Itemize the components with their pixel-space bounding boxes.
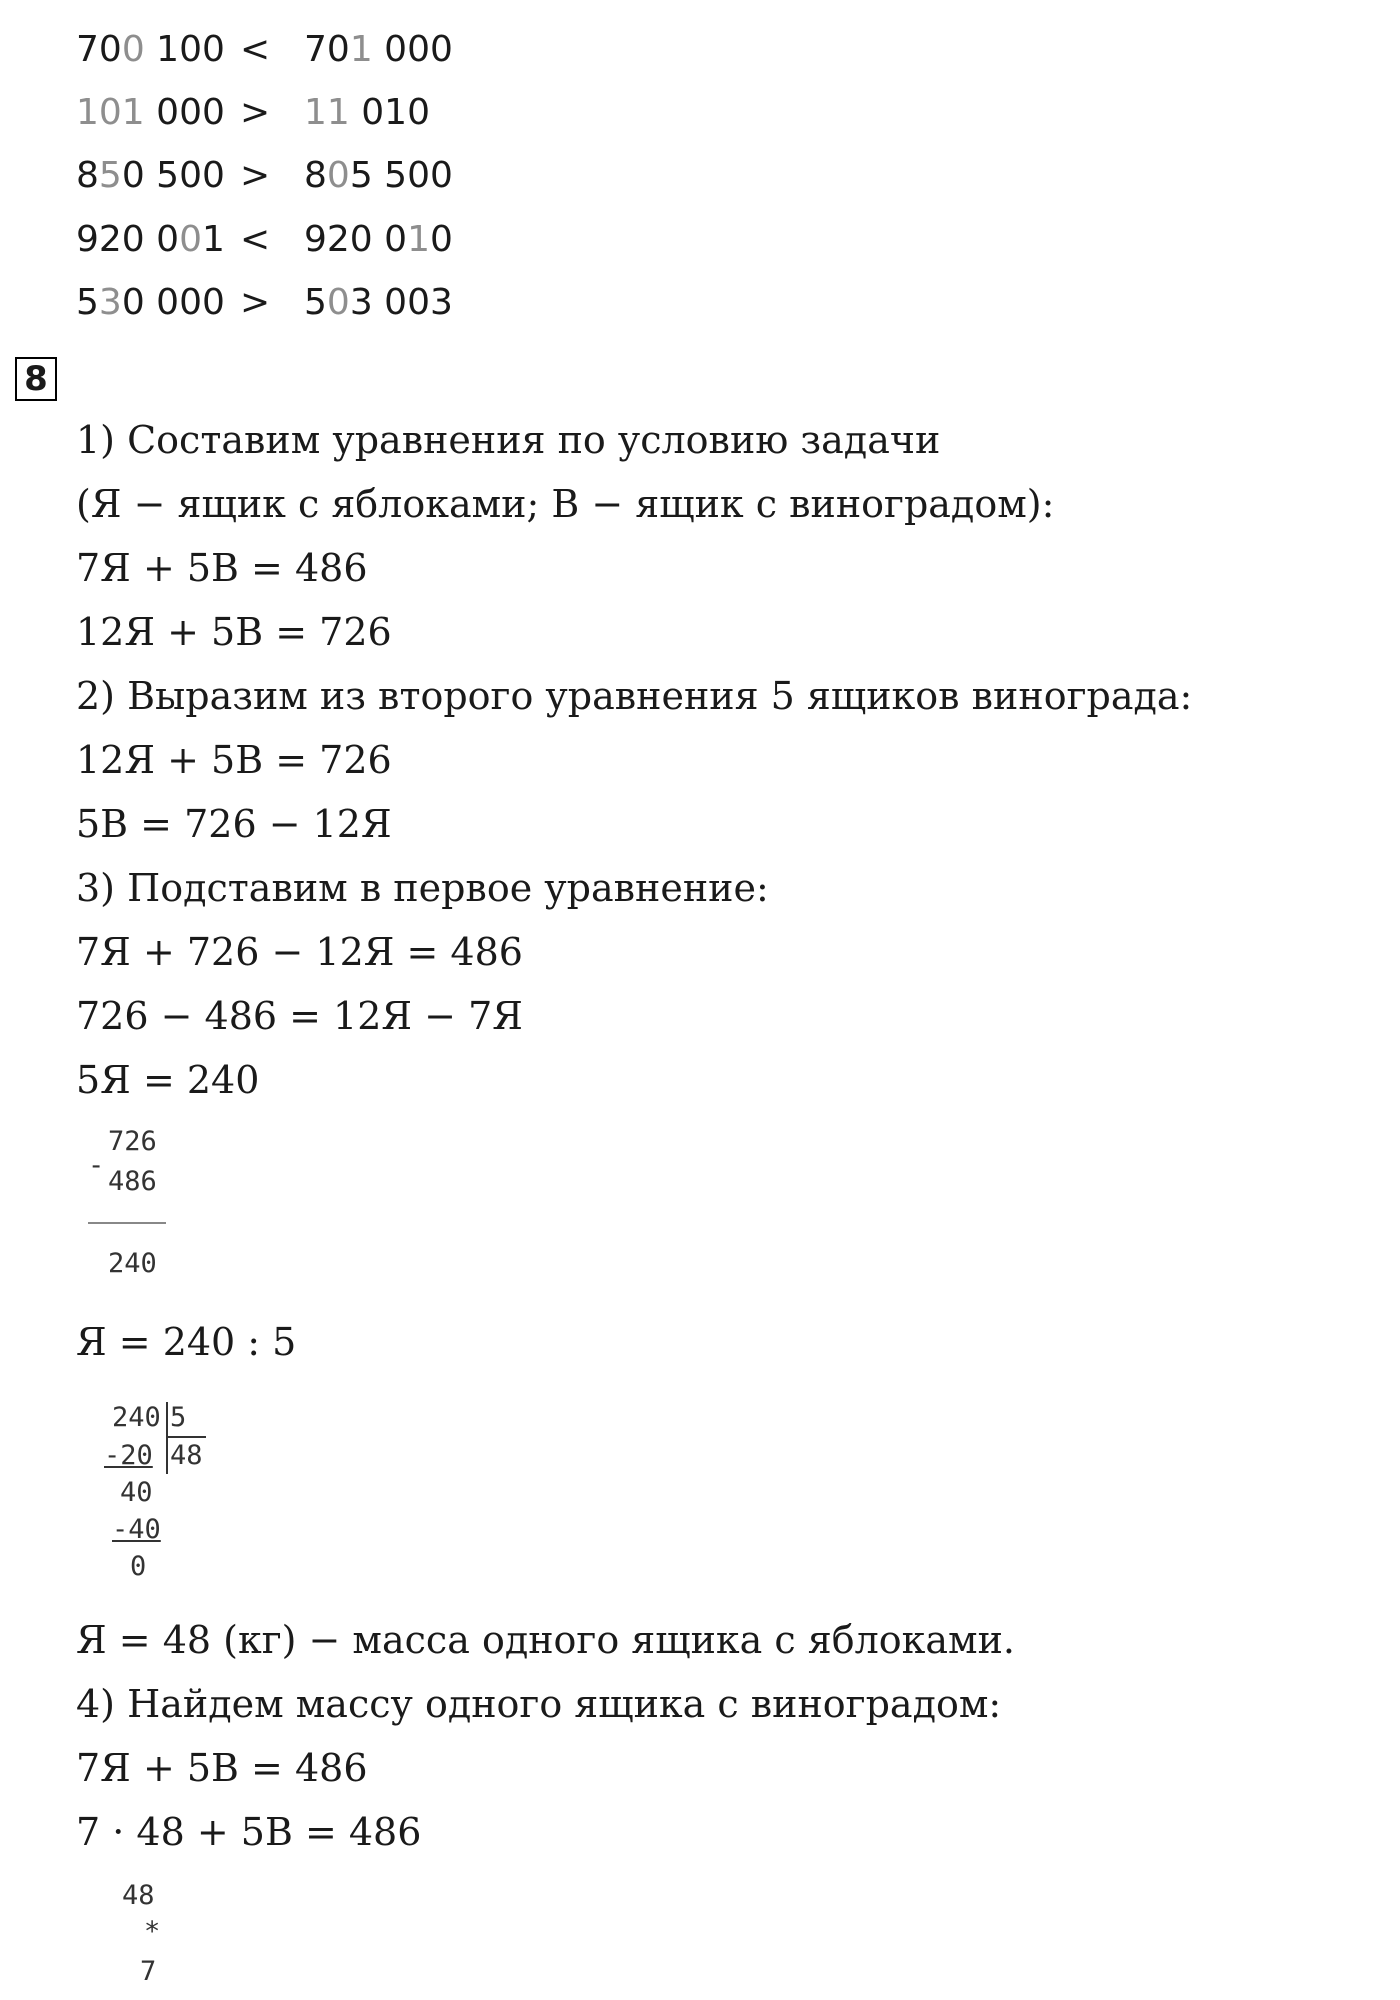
highlighted-digit: 101 bbox=[76, 92, 145, 133]
equation-line: 12Я + 5В = 726 bbox=[76, 738, 392, 782]
highlighted-digit: 0 bbox=[179, 219, 202, 260]
comparison-operator: > bbox=[240, 92, 271, 133]
highlighted-digit: 1 bbox=[407, 219, 430, 260]
digit-text: 5 bbox=[304, 282, 327, 323]
subtraction-line bbox=[88, 1222, 166, 1224]
subtraction-subtrahend: 486 bbox=[108, 1166, 157, 1197]
equation-line: 7 · 48 + 5В = 486 bbox=[76, 1810, 422, 1854]
digit-text: 0 bbox=[429, 219, 453, 260]
comparison-operator: > bbox=[240, 282, 271, 323]
digit-text: 100 bbox=[144, 29, 225, 70]
digit-text: 0 500 bbox=[121, 155, 225, 196]
step-heading: 3) Подставим в первое уравнение: bbox=[76, 866, 769, 910]
digit-text: 0 000 bbox=[121, 282, 225, 323]
digit-text: 010 bbox=[349, 92, 430, 133]
subtraction-minuend: 726 bbox=[108, 1126, 157, 1157]
answer-line: Я = 48 (кг) − масса одного ящика с яблоками. bbox=[76, 1618, 1015, 1662]
digit-text: 920 0 bbox=[304, 219, 408, 260]
highlighted-digit: 11 bbox=[304, 92, 350, 133]
equation-line: 5В = 726 − 12Я bbox=[76, 802, 392, 846]
division-bar bbox=[166, 1402, 168, 1474]
digit-text: 5 bbox=[76, 282, 99, 323]
comparison-right bbox=[304, 152, 453, 200]
division-remainder: 0 bbox=[130, 1551, 147, 1582]
comparison-right bbox=[304, 216, 453, 264]
digit-text: 8 bbox=[304, 155, 327, 196]
division-remainder: 40 bbox=[120, 1477, 153, 1508]
multiplication-sign: * bbox=[144, 1916, 161, 1947]
division-step: -40 bbox=[112, 1514, 161, 1545]
solution-line: (Я − ящик с яблоками; В − ящик с виноградом): bbox=[76, 482, 1055, 526]
digit-text: 000 bbox=[144, 92, 225, 133]
step-heading: 1) Составим уравнения по условию задачи bbox=[76, 418, 941, 462]
comparison-left bbox=[76, 89, 225, 137]
equation-line: 7Я + 726 − 12Я = 486 bbox=[76, 930, 523, 974]
equation-line: 5Я = 240 bbox=[76, 1058, 260, 1102]
division-step: -20 bbox=[104, 1440, 153, 1471]
multiplication-factor: 7 bbox=[140, 1956, 157, 1987]
digit-text: 920 0 bbox=[76, 219, 180, 260]
highlighted-digit: 0 bbox=[121, 29, 145, 70]
comparison-operator: < bbox=[240, 219, 271, 260]
highlighted-digit: 3 bbox=[98, 282, 122, 323]
comparison-right bbox=[304, 89, 430, 137]
digit-text: 3 003 bbox=[349, 282, 453, 323]
equation-line: 726 − 486 = 12Я − 7Я bbox=[76, 994, 523, 1038]
comparison-right bbox=[304, 279, 453, 327]
division-divisor: 5 bbox=[170, 1402, 187, 1433]
subtraction-result: 240 bbox=[108, 1248, 157, 1279]
comparison-operator: < bbox=[240, 29, 271, 70]
digit-text: 70 bbox=[304, 29, 350, 70]
equation-line: 7Я + 5В = 486 bbox=[76, 546, 368, 590]
step-heading: 4) Найдем массу одного ящика с виноградом: bbox=[76, 1682, 1002, 1726]
comparison-left bbox=[76, 26, 225, 74]
equation-line: 7Я + 5В = 486 bbox=[76, 1746, 368, 1790]
highlighted-digit: 0 bbox=[326, 282, 350, 323]
comparison-left bbox=[76, 279, 225, 327]
multiplication-factor: 48 bbox=[122, 1880, 155, 1911]
comparison-left bbox=[76, 152, 225, 200]
digit-text: 5 500 bbox=[349, 155, 453, 196]
highlighted-digit: 1 bbox=[349, 29, 373, 70]
division-quotient: 48 bbox=[170, 1440, 203, 1471]
comparison-operator: > bbox=[240, 155, 271, 196]
equation-line: Я = 240 : 5 bbox=[76, 1320, 297, 1364]
digit-text: 70 bbox=[76, 29, 122, 70]
subtraction-sign: - bbox=[88, 1150, 105, 1181]
equation-line: 12Я + 5В = 726 bbox=[76, 610, 392, 654]
division-dividend: 240 bbox=[112, 1402, 161, 1433]
task-number-badge: 8 bbox=[15, 357, 57, 401]
digit-text: 000 bbox=[372, 29, 453, 70]
highlighted-digit: 0 bbox=[326, 155, 350, 196]
comparison-right bbox=[304, 26, 453, 74]
comparison-left bbox=[76, 216, 225, 264]
division-quotient-line bbox=[166, 1436, 206, 1438]
highlighted-digit: 5 bbox=[98, 155, 122, 196]
step-heading: 2) Выразим из второго уравнения 5 ящиков винограда: bbox=[76, 674, 1193, 718]
digit-text: 1 bbox=[201, 219, 225, 260]
digit-text: 8 bbox=[76, 155, 99, 196]
